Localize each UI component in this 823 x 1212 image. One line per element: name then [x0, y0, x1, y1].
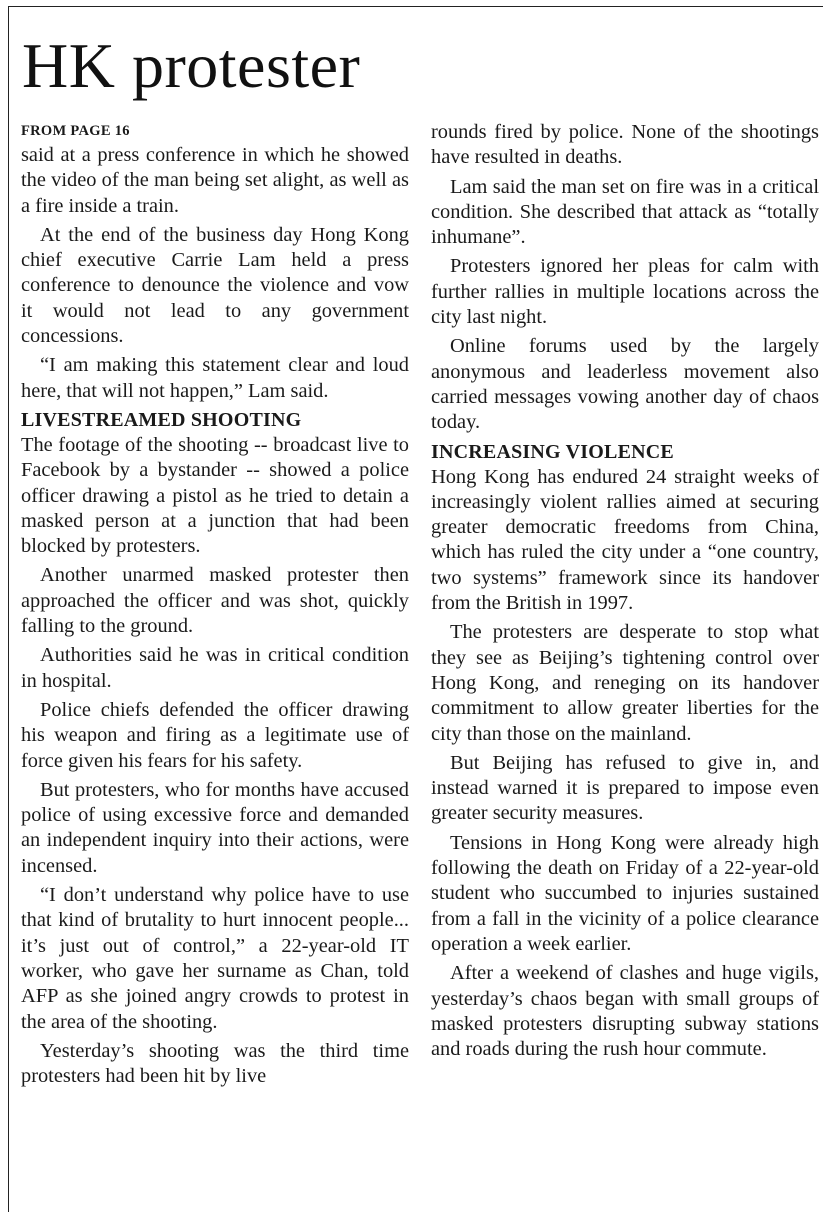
paragraph: rounds fired by police. None of the shootings have resulted in deaths.	[431, 121, 819, 169]
right-column	[431, 120, 819, 1066]
paragraph: Online forums used by the largely anonymous and leaderless movement also carried messages vowing another day of chaos today.	[431, 335, 819, 434]
paragraph: But Beijing has refused to give in, and instead warned it is prepared to impose even greater security measures.	[431, 751, 819, 825]
subhead-increasing-violence: INCREASING VIOLENCE	[431, 440, 674, 463]
paragraph: At the end of the business day Hong Kong chief executive Carrie Lam held a press conference to denounce the violence and vow it would not lead to any government concessions.	[21, 223, 409, 348]
paragraph: The protesters are desperate to stop what they see as Beijing’s tightening control over Hong Kong, and reneging on its handover commitment to allow greater liberties for the city than those on the mainland.	[431, 621, 819, 745]
paragraph: After a weekend of clashes and huge vigils, yesterday’s chaos began with small groups of masked protesters disrupting subway stations and roads during the rush hour commute.	[431, 962, 819, 1061]
paragraph: Police chiefs defended the officer drawing his weapon and firing as a legitimate use of force given his fears for his safety.	[21, 698, 409, 772]
continuation-kicker: FROM PAGE 16	[21, 123, 130, 139]
paragraph: said at a press conference in which he showed the video of the man being set alight, as well as a fire inside a train.	[21, 144, 409, 217]
paragraph: Protesters ignored her pleas for calm with further rallies in multiple locations across the city last night.	[431, 255, 819, 329]
subhead-livestreamed-shooting: LIVESTREAMED SHOOTING	[21, 408, 302, 431]
left-column	[21, 120, 409, 1093]
paragraph: Authorities said he was in critical condition in hospital.	[21, 644, 409, 692]
paragraph: Yesterday’s shooting was the third time protesters had been hit by live	[21, 1039, 409, 1088]
paragraph: Another unarmed masked protester then approached the officer and was shot, quickly falling to the ground.	[21, 564, 409, 638]
paragraph: But protesters, who for months have accused police of using excessive force and demanded an independent inquiry into their actions, were incensed.	[21, 778, 409, 877]
paragraph: The footage of the shooting -- broadcast live to Facebook by a bystander -- showed a police officer drawing a pistol as he tried to detain a masked person at a junction that had been blocked by protesters.	[21, 433, 409, 558]
paragraph: “I am making this statement clear and loud here, that will not happen,” Lam said.	[21, 354, 409, 402]
paragraph: “I don’t understand why police have to use that kind of brutality to hurt innocent people... it’s just out of control,” a 22-year-old IT worker, who gave her surname as Chan, told AFP as she joined angry crowds to protest in the area of the shooting.	[21, 884, 409, 1033]
paragraph: Tensions in Hong Kong were already high following the death on Friday of a 22-year-old student who succumbed to injuries sustained from a fall in the vicinity of a police clearance operation a week earlier.	[431, 831, 819, 955]
headline: HK protester	[22, 30, 361, 101]
paragraph: Lam said the man set on fire was in a critical condition. She described that attack as “totally inhumane”.	[431, 175, 819, 249]
paragraph: Hong Kong has endured 24 straight weeks of increasingly violent rallies aimed at securing greater democratic freedoms from China, which has ruled the city under a “one country, two systems” framework since its handover from the British in 1997.	[431, 465, 819, 615]
